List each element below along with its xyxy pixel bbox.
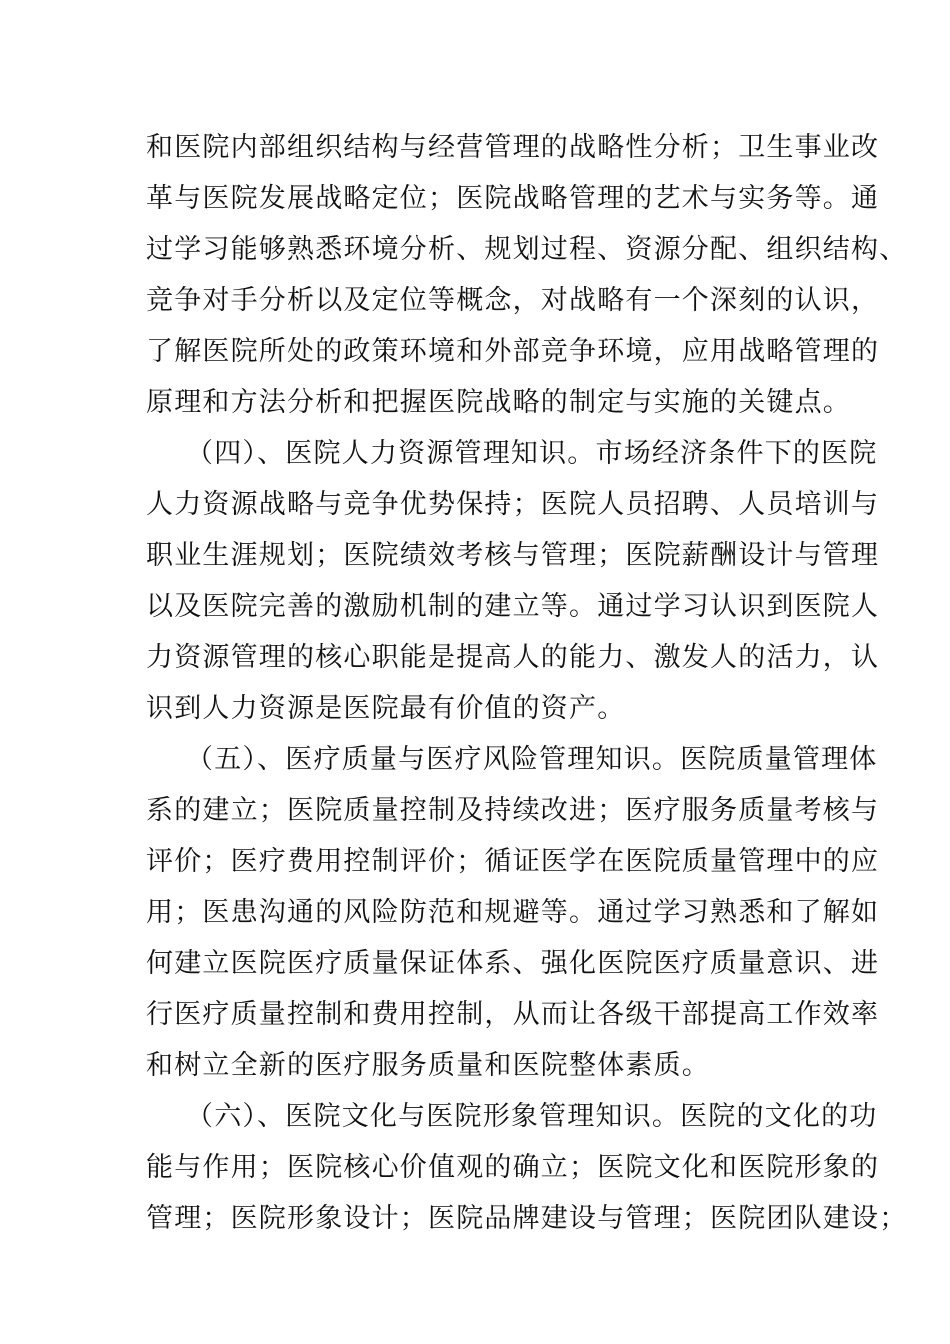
section-first-line (186, 738, 878, 782)
paragraph-line: 革与医院发展战略定位；医院战略管理的艺术与实务等。通 (146, 183, 880, 214)
paragraph-line: 管理；医院形象设计；医院品牌建设与管理；医院团队建设； (146, 1203, 908, 1234)
section-text: 市场经济条件下的医院 (595, 438, 878, 469)
paragraph-line: 何建立医院医疗质量保证体系、强化医院医疗质量意识、进 (146, 948, 880, 979)
paragraph-line: 识到人力资源是医院最有价值的资产。 (146, 693, 626, 724)
section-text: 医院质量管理体 (680, 744, 878, 775)
section-first-line (186, 1095, 878, 1139)
paragraph-line: 人力资源战略与竞争优势保持；医院人员招聘、人员培训与 (146, 489, 880, 520)
section-first-line (186, 432, 878, 476)
paragraph-line: 和医院内部组织结构与经营管理的战略性分析；卫生事业改 (146, 132, 880, 163)
paragraph-line: 和树立全新的医疗服务质量和医院整体素质。 (146, 1050, 710, 1081)
paragraph-line: 评价；医疗费用控制评价；循证医学在医院质量管理中的应 (146, 846, 880, 877)
paragraph-line: 原理和方法分析和把握医院战略的制定与实施的关键点。 (146, 387, 851, 418)
section-heading: （五）、医疗质量与医疗风险管理知识。 (186, 744, 681, 775)
paragraph-line: 行医疗质量控制和费用控制，从而让各级干部提高工作效率 (146, 999, 880, 1030)
paragraph-line: 能与作用；医院核心价值观的确立；医院文化和医院形象的 (146, 1152, 880, 1183)
section-heading: （四）、医院人力资源管理知识。 (186, 438, 596, 469)
paragraph-line: 职业生涯规划；医院绩效考核与管理；医院薪酬设计与管理 (146, 540, 880, 571)
section-heading: （六）、医院文化与医院形象管理知识。 (186, 1101, 681, 1132)
paragraph-line: 以及医院完善的激励机制的建立等。通过学习认识到医院人 (146, 591, 880, 622)
paragraph-line: 用；医患沟通的风险防范和规避等。通过学习熟悉和了解如 (146, 897, 880, 928)
paragraph-line: 竞争对手分析以及定位等概念，对战略有一个深刻的认识， (146, 285, 880, 316)
paragraph-line: 过学习能够熟悉环境分析、规划过程、资源分配、组织结构、 (146, 234, 908, 265)
section-text: 医院的文化的功 (680, 1101, 878, 1132)
paragraph-line: 系的建立；医院质量控制及持续改进；医疗服务质量考核与 (146, 795, 880, 826)
paragraph-line: 了解医院所处的政策环境和外部竞争环境，应用战略管理的 (146, 336, 880, 367)
paragraph-line: 力资源管理的核心职能是提高人的能力、激发人的活力，认 (146, 642, 880, 673)
